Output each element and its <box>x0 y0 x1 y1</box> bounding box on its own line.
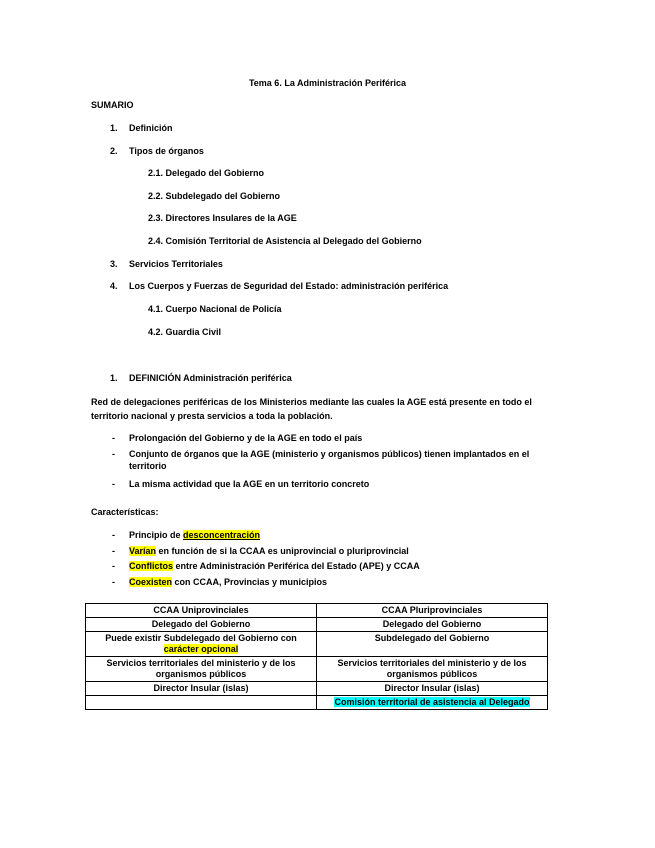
sumario-item-num: 1. <box>110 123 118 133</box>
table-header-row <box>86 604 548 618</box>
sumario-item: Definición <box>129 123 173 133</box>
table-row <box>86 657 548 682</box>
bullet-marker: - <box>112 479 115 489</box>
table-cell: Director Insular (islas) <box>86 682 317 696</box>
sumario-item: Servicios Territoriales <box>129 259 223 269</box>
sumario-subitem: 2.3. Directores Insulares de la AGE <box>148 213 297 223</box>
sumario-subitem: 4.2. Guardia Civil <box>148 327 222 337</box>
feature-highlight: Varían <box>129 546 157 556</box>
table-header-cell: CCAA Pluriprovinciales <box>317 604 548 618</box>
feature-item <box>129 560 420 572</box>
sumario-subitem: 2.2. Subdelegado del Gobierno <box>148 191 281 201</box>
table-cell-highlight: Comisión territorial de asistencia al Delegado <box>334 697 530 707</box>
sumario-item-num: 4. <box>110 281 118 291</box>
table-cell-text: Puede existir Subdelegado del Gobierno con <box>105 633 297 643</box>
table-cell: Servicios territoriales del ministerio y de los organismos públicos <box>317 657 548 682</box>
feature-prefix: Principio de <box>129 530 184 540</box>
table-cell: Delegado del Gobierno <box>86 618 317 632</box>
sumario-item-num: 3. <box>110 259 118 269</box>
feature-suffix: entre Administración Periférica del Estado (APE) y CCAA <box>173 561 420 571</box>
feature-highlight: desconcentración <box>183 530 261 540</box>
table-row <box>86 682 548 696</box>
definition-bullet: La misma actividad que la AGE en un territorio concreto <box>129 479 370 489</box>
bullet-marker: - <box>112 449 115 459</box>
table-cell: Servicios territoriales del ministerio y de los organismos públicos <box>86 657 317 682</box>
table-cell <box>86 696 317 710</box>
feature-item <box>129 576 327 588</box>
section-number: 1. <box>110 373 118 383</box>
bullet-marker: - <box>112 546 115 556</box>
bullet-marker: - <box>112 561 115 571</box>
feature-highlight: Conflictos <box>129 561 173 571</box>
comparison-table <box>85 603 548 710</box>
table-cell-highlight: carácter opcional <box>163 644 239 654</box>
table-cell <box>317 696 548 710</box>
bullet-marker: - <box>112 433 115 443</box>
table-cell: Subdelegado del Gobierno <box>317 632 548 657</box>
sumario-subitem: 4.1. Cuerpo Nacional de Policía <box>148 304 282 314</box>
bullet-marker: - <box>112 530 115 540</box>
sumario-subitem: 2.4. Comisión Territorial de Asistencia al Delegado del Gobierno <box>148 236 422 246</box>
table-cell <box>86 632 317 657</box>
sumario-item-num: 2. <box>110 146 118 156</box>
features-label: Características: <box>91 507 159 517</box>
feature-item <box>129 545 409 557</box>
sumario-item: Tipos de órganos <box>129 146 204 156</box>
table-row <box>86 632 548 657</box>
table-cell: Director Insular (islas) <box>317 682 548 696</box>
sumario-item: Los Cuerpos y Fuerzas de Seguridad del Estado: administración periférica <box>129 281 449 291</box>
feature-suffix: con CCAA, Provincias y municipios <box>172 577 328 587</box>
definition-bullet: Conjunto de órganos que la AGE (ministerio y organismos públicos) tienen implantados en el territorio <box>129 449 530 471</box>
table-cell: Delegado del Gobierno <box>317 618 548 632</box>
definition-paragraph: Red de delegaciones periféricas de los Ministerios mediante las cuales la AGE está presente en todo el territorio nacional y presta servicios a toda la población. <box>91 397 532 421</box>
bullet-marker: - <box>112 577 115 587</box>
document-title: Tema 6. La Administración Periférica <box>248 78 407 88</box>
sumario-subitem: 2.1. Delegado del Gobierno <box>148 168 265 178</box>
table-row <box>86 696 548 710</box>
definition-bullet: Prolongación del Gobierno y de la AGE en todo el país <box>129 433 363 443</box>
feature-highlight: Coexisten <box>129 577 173 587</box>
section-heading: DEFINICIÓN Administración periférica <box>129 373 292 383</box>
feature-suffix: en función de si la CCAA es uniprovincial o pluriprovincial <box>156 546 409 556</box>
feature-item <box>129 529 260 541</box>
table-header-cell: CCAA Uniprovinciales <box>86 604 317 618</box>
table-row <box>86 618 548 632</box>
sumario-heading: SUMARIO <box>91 100 134 110</box>
